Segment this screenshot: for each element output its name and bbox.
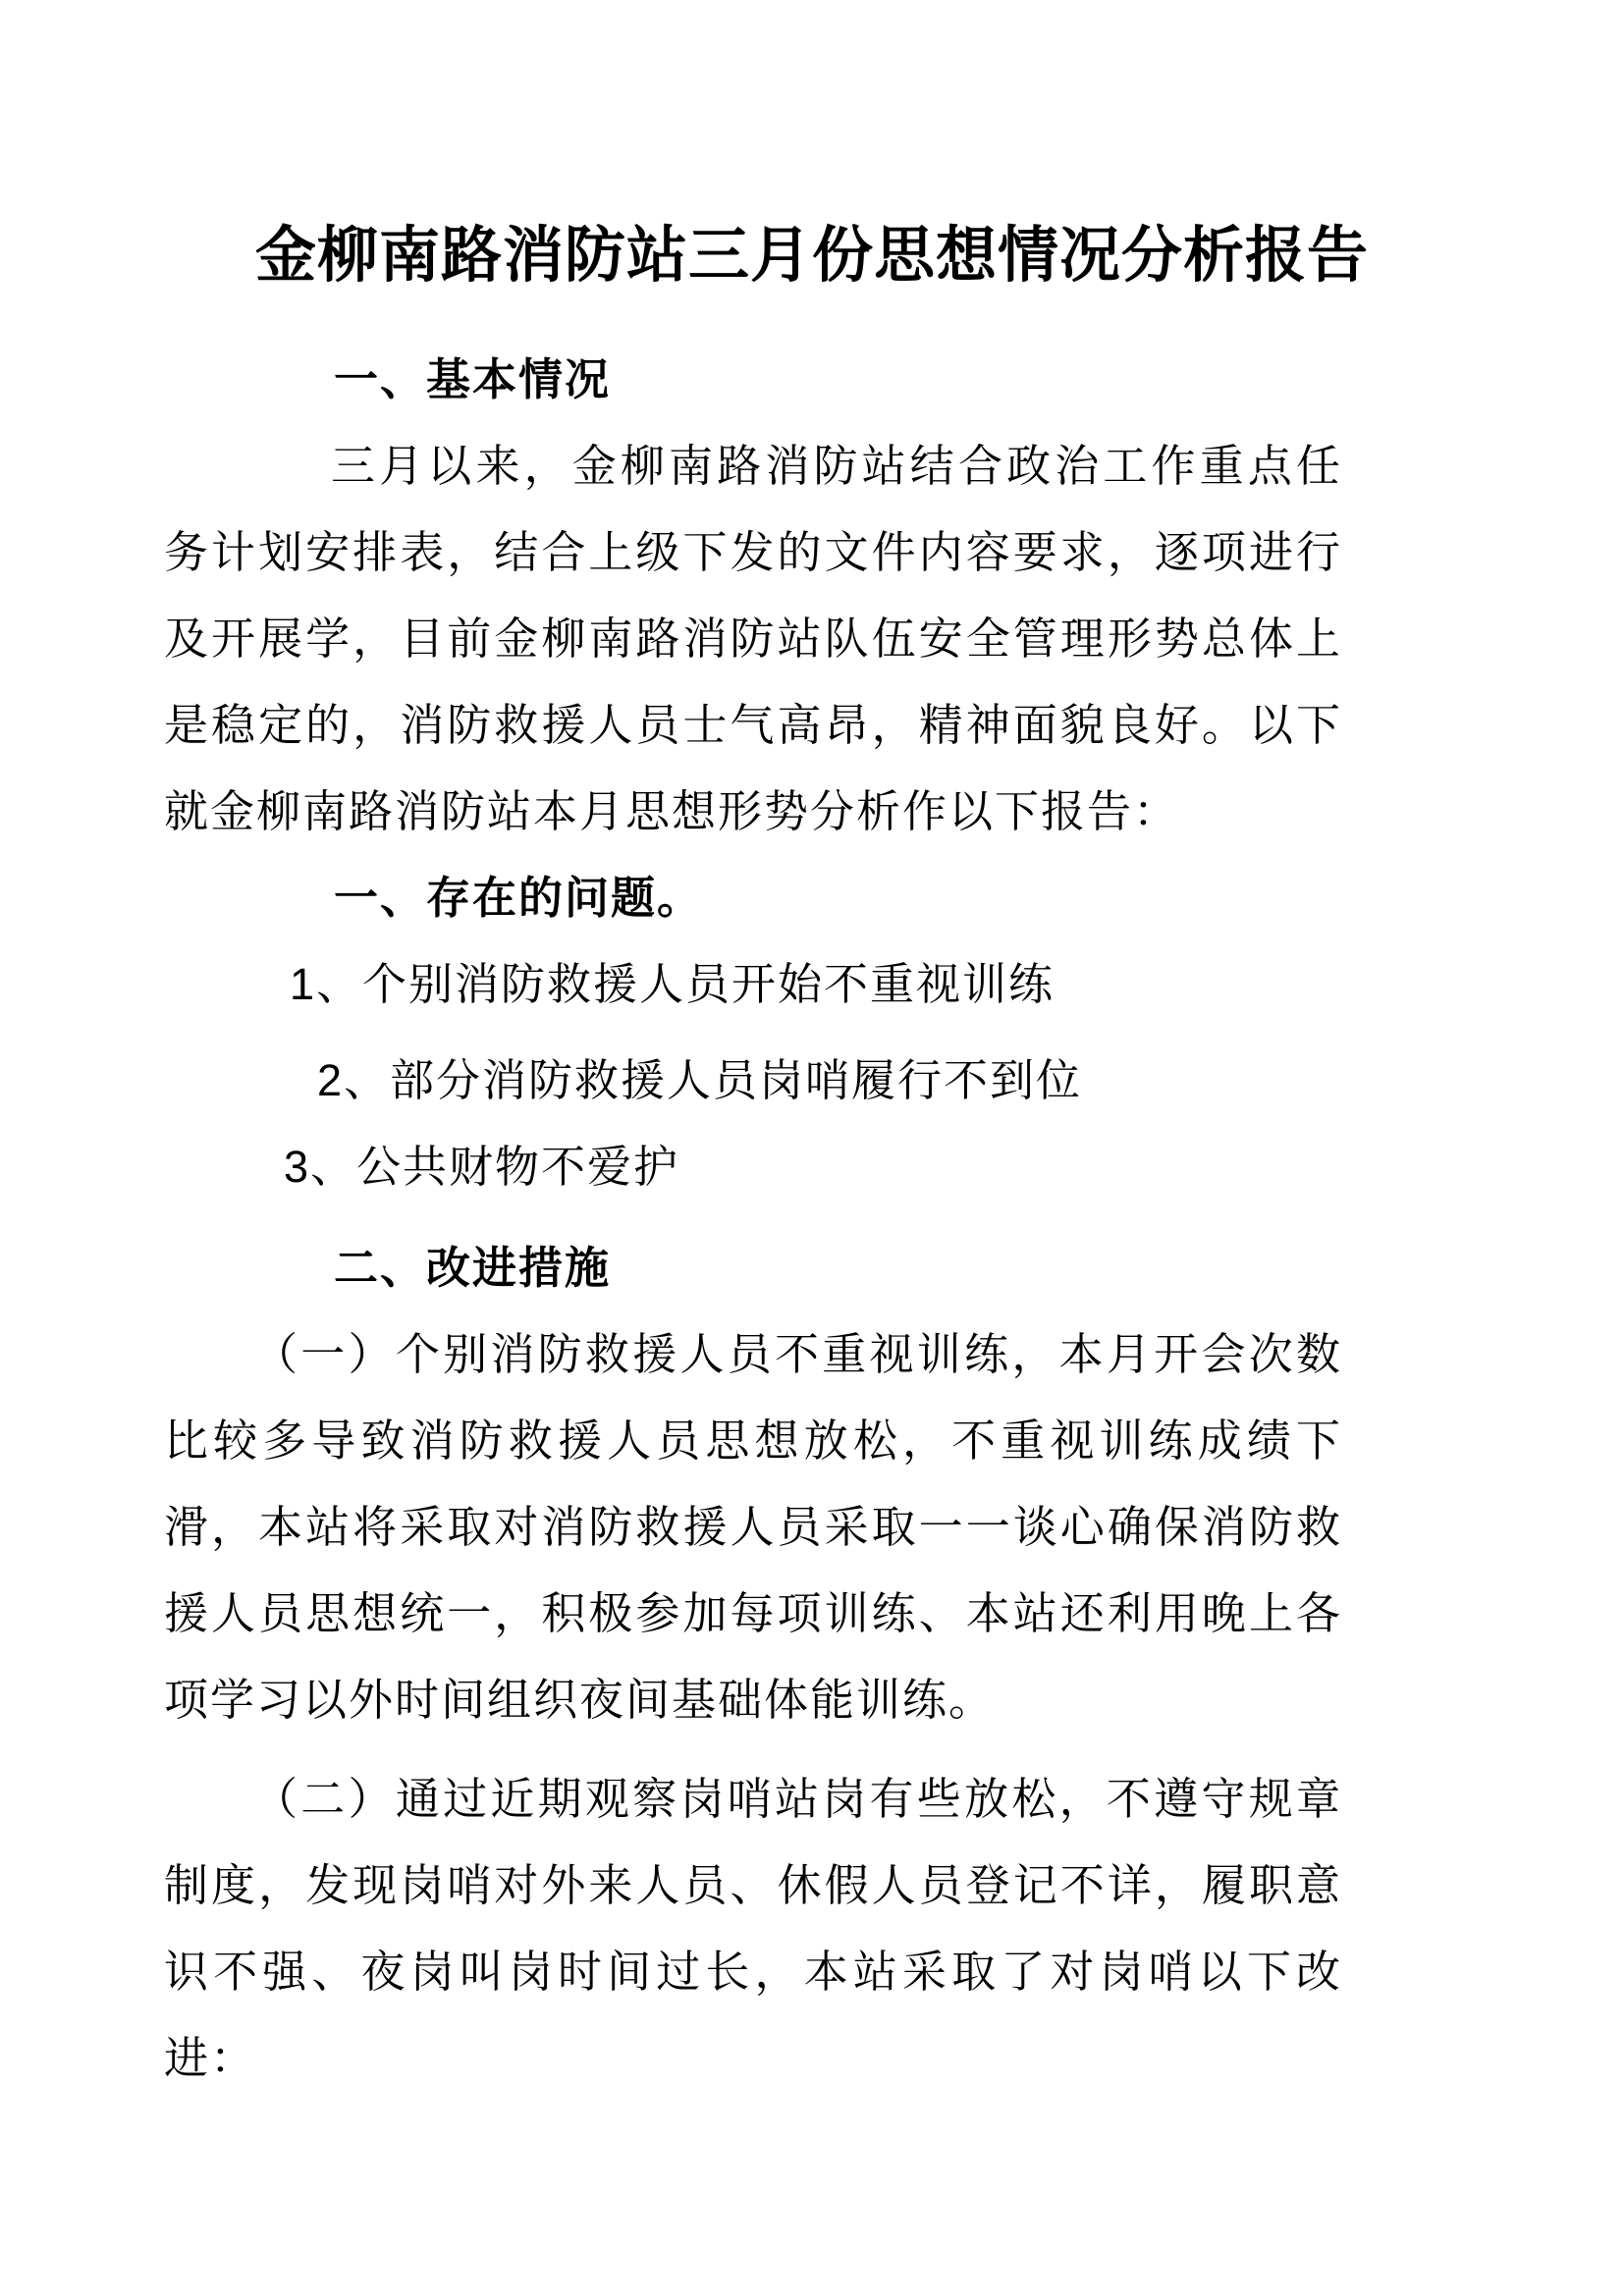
document-title: 金柳南路消防站三月份思想情况分析报告 (254, 222, 1369, 290)
problem-item-1: 1、个别消防救援人员开始不重视训练 (290, 959, 1056, 1009)
paragraph-measure-2: （二）通过近期观察岗哨站岗有些放松，不遵守规章制度，发现岗哨对外来人员、休假人员登记不详，履职意识不强、夜岗叫岗时间过长，本站采取了对岗哨以下改进： (164, 1774, 1342, 2083)
document-body (164, 337, 1342, 2102)
paragraph-basic-situation: 三月以来，金柳南路消防站结合政治工作重点任务计划安排表，结合上级下发的文件内容要求，逐项进行及开展学，目前金柳南路消防站队伍安全管理形势总体上是稳定的，消防救援人员士气高昂，精神面貌良好。以下就金柳南路消防站本月思想形势分析作以下报告： (164, 441, 1342, 836)
paragraph-measure-1: （一）个别消防救援人员不重视训练，本月开会次数比较多导致消防救援人员思想放松，不重视训练成绩下滑，本站将采取对消防救援人员采取一一谈心确保消防救援人员思想统一，积极参加每项训练、本站还利用晚上各项学习以外时间组织夜间基础体能训练。 (164, 1329, 1342, 1725)
problem-item-3: 3、公共财物不爱护 (284, 1142, 680, 1192)
problem-item-2: 2、部分消防救援人员岗哨履行不到位 (317, 1055, 1083, 1105)
heading-problems: 一、存在的问题。 (334, 873, 704, 923)
heading-improvement-measures: 二、改进措施 (334, 1243, 612, 1293)
heading-basic-situation: 一、基本情况 (334, 354, 612, 404)
